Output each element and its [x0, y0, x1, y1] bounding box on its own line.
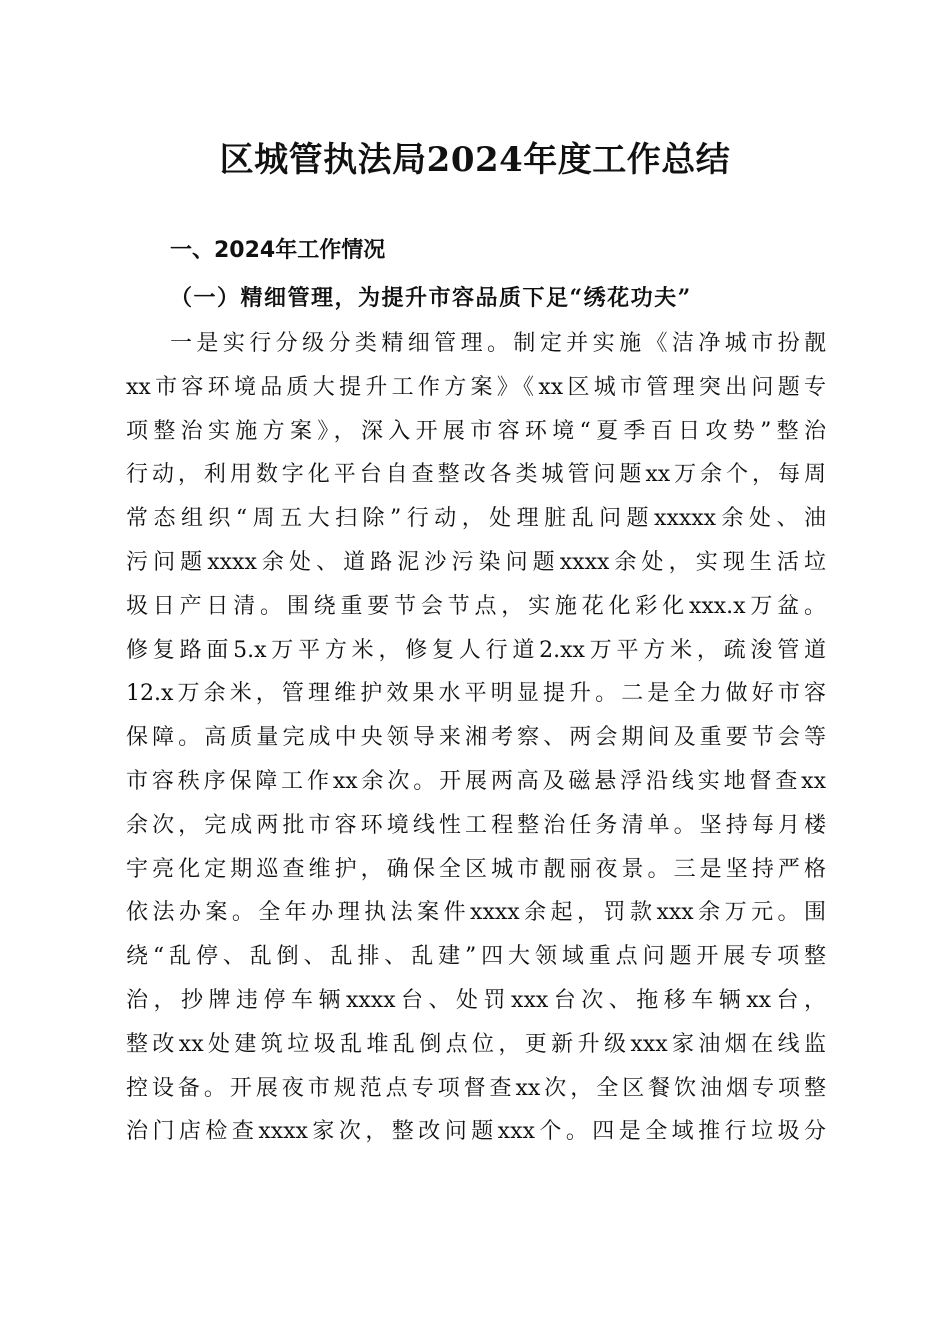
section-heading: 一、2024年工作情况 [170, 238, 386, 263]
body-line: 绕“乱停、乱倒、乱排、乱建”四大领域重点问题开展专项整 [126, 944, 826, 970]
subsection-heading: （一）精细管理，为提升市容品质下足“绣花功夫” [170, 285, 692, 311]
body-line: 污问题xxxx余处、道路泥沙污染问题xxxx余处，实现生活垃 [126, 549, 826, 575]
body-paragraph [126, 322, 826, 1154]
document-title: 区城管执法局2024年度工作总结 [219, 140, 731, 180]
body-line: 项整治实施方案》，深入开展市容环境“夏季百日攻势”整治 [126, 418, 826, 444]
body-line: 市容秩序保障工作xx余次。开展两高及磁悬浮沿线实地督查xx [126, 768, 826, 794]
body-line: 圾日产日清。围绕重要节会节点，实施花化彩化xxx.x万盆。 [126, 593, 826, 619]
body-line: 行动，利用数字化平台自查整改各类城管问题xx万余个，每周 [126, 462, 826, 488]
body-line: 修复路面5.x万平方米，修复人行道2.xx万平方米，疏浚管道 [126, 637, 826, 663]
body-line: 常态组织“周五大扫除”行动，处理脏乱问题xxxxx余处、油 [126, 506, 826, 532]
body-line: 治，抄牌违停车辆xxxx台、处罚xxx台次、拖移车辆xx台， [126, 987, 826, 1013]
body-line: 整改xx处建筑垃圾乱堆乱倒点位，更新升级xxx家油烟在线监 [126, 1031, 826, 1057]
body-line: 控设备。开展夜市规范点专项督查xx次，全区餐饮油烟专项整 [126, 1075, 826, 1101]
body-line: 治门店检查xxxx家次，整改问题xxx个。四是全域推行垃圾分 [126, 1119, 826, 1145]
body-line: 保障。高质量完成中央领导来湘考察、两会期间及重要节会等 [126, 725, 826, 751]
body-line: 余次，完成两批市容环境线性工程整治任务清单。坚持每月楼 [126, 812, 826, 838]
body-line: 依法办案。全年办理执法案件xxxx余起，罚款xxx余万元。围 [126, 900, 826, 926]
body-line: 一是实行分级分类精细管理。制定并实施《洁净城市扮靓 [170, 331, 826, 356]
body-line: 12.x万余米，管理维护效果水平明显提升。二是全力做好市容 [126, 681, 826, 707]
body-line: xx市容环境品质大提升工作方案》《xx区城市管理突出问题专 [126, 374, 826, 400]
body-line: 宇亮化定期巡查维护，确保全区城市靓丽夜景。三是坚持严格 [126, 856, 826, 882]
